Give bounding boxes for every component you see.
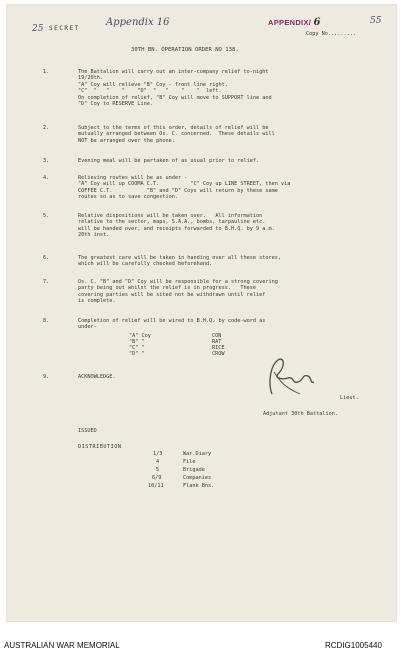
appendix-stamp xyxy=(268,17,321,28)
secret-marking: SECRET xyxy=(49,25,80,32)
distribution-label: DISTRIBUTION xyxy=(78,444,122,450)
distribution-copies: 4 xyxy=(156,459,160,465)
paragraph-4: Relieving routes will be as under - "A" Coy will up COOMA C.T. "C" Coy up LINE STREET, then via COFFEE C.T. "B" and "D" Coys will return by these same routes so as to save congestion. xyxy=(78,175,291,201)
archive-credit: AUSTRALIAN WAR MEMORIAL xyxy=(4,641,120,650)
codeword-coy-b: "B" " xyxy=(129,339,145,345)
para-number-7: 7. xyxy=(43,279,50,285)
distribution-recipient: Brigade xyxy=(183,467,205,473)
distribution-copies: 1/3 xyxy=(153,451,163,457)
para-number-9: 9. xyxy=(43,374,50,380)
paragraph-7: Os. C. "B" and "D" Coy will be responsible for a strong covering party being out whilst the relief is in progress. These covering parties will be sited not be withdrawn until relief is complete. xyxy=(78,279,278,305)
document-page xyxy=(6,4,397,622)
para-number-8: 8. xyxy=(43,318,50,324)
distribution-copies: 6/9 xyxy=(152,475,162,481)
codeword-coy-d: "D" " xyxy=(129,351,145,357)
paragraph-3: Evening meal will be partaken of as usual prior to relief. xyxy=(78,158,260,164)
codeword-coy-a: "A" Coy xyxy=(129,333,151,339)
codeword-coy-c: "C" " xyxy=(129,345,145,351)
archive-id: RCDIG1005440 xyxy=(325,641,382,650)
para-number-3: 3. xyxy=(43,158,50,164)
appendix-handwritten: Appendix 16 xyxy=(106,17,170,28)
copy-number: Copy No......... xyxy=(306,31,356,37)
paragraph-2: Subject to the terms of this order, details of relief will be mutually arranged between Os. C. concerned. These details will NOT be arranged over the phone. xyxy=(78,125,275,144)
signature-rank: Lieut. xyxy=(340,395,359,401)
paragraph-6: The greatest care will be taken in handing over all these stores, which will be carefully checked beforehand. xyxy=(78,255,282,268)
distribution-recipient: Flank Bns. xyxy=(183,483,215,489)
distribution-recipient: File xyxy=(183,459,196,465)
codeword-a: CON xyxy=(212,333,222,339)
distribution-recipient: War Diary xyxy=(183,451,212,457)
issued-label: ISSUED xyxy=(78,428,97,434)
handwritten-signature xyxy=(260,354,320,402)
codeword-c: RICE xyxy=(212,345,225,351)
distribution-copies: 10/11 xyxy=(148,483,164,489)
appendix-stamp-label: APPENDIX/ xyxy=(268,18,312,27)
codeword-d: CROW xyxy=(212,351,225,357)
appendix-stamp-number: 6 xyxy=(313,17,321,28)
para-number-2: 2. xyxy=(43,125,50,131)
paragraph-5: Relative dispositions will be taken over. All information relative to the sector, maps, S.A.A., bombs, tarpauline etc. will be handed over, and receipts forwarded to B.H.Q. by 9 a.m. 20th inst. xyxy=(78,213,275,239)
order-title: 30TH BN. OPERATION ORDER NO 138. xyxy=(131,47,239,53)
distribution-recipient: Companies xyxy=(183,475,212,481)
acknowledge: ACKNOWLEDGE. xyxy=(78,374,116,380)
page-number: 55 xyxy=(370,16,382,26)
signature-role: Adjutant 30th Battalion. xyxy=(263,411,338,417)
distribution-copies: 5 xyxy=(156,467,160,473)
para-number-5: 5. xyxy=(43,213,50,219)
para-number-4: 4. xyxy=(43,175,50,181)
codeword-b: RAT xyxy=(212,339,222,345)
para-number-1: 1. xyxy=(43,69,50,75)
paragraph-8: Completion of relief will be wired to B.H.Q. by code-word as under- xyxy=(78,318,266,331)
para-number-6: 6. xyxy=(43,255,50,261)
margin-number: 25 xyxy=(32,24,44,34)
paragraph-1: The Battalion will carry out an inter-company relief to-night 19/20th. "A" Coy will relieve "B" Coy - front line right. "C" " " " "D" " " " " left. On completion of relief, "B" Coy will move to SUPPORT line and "D" Coy to RESERVE Line. xyxy=(78,69,272,108)
